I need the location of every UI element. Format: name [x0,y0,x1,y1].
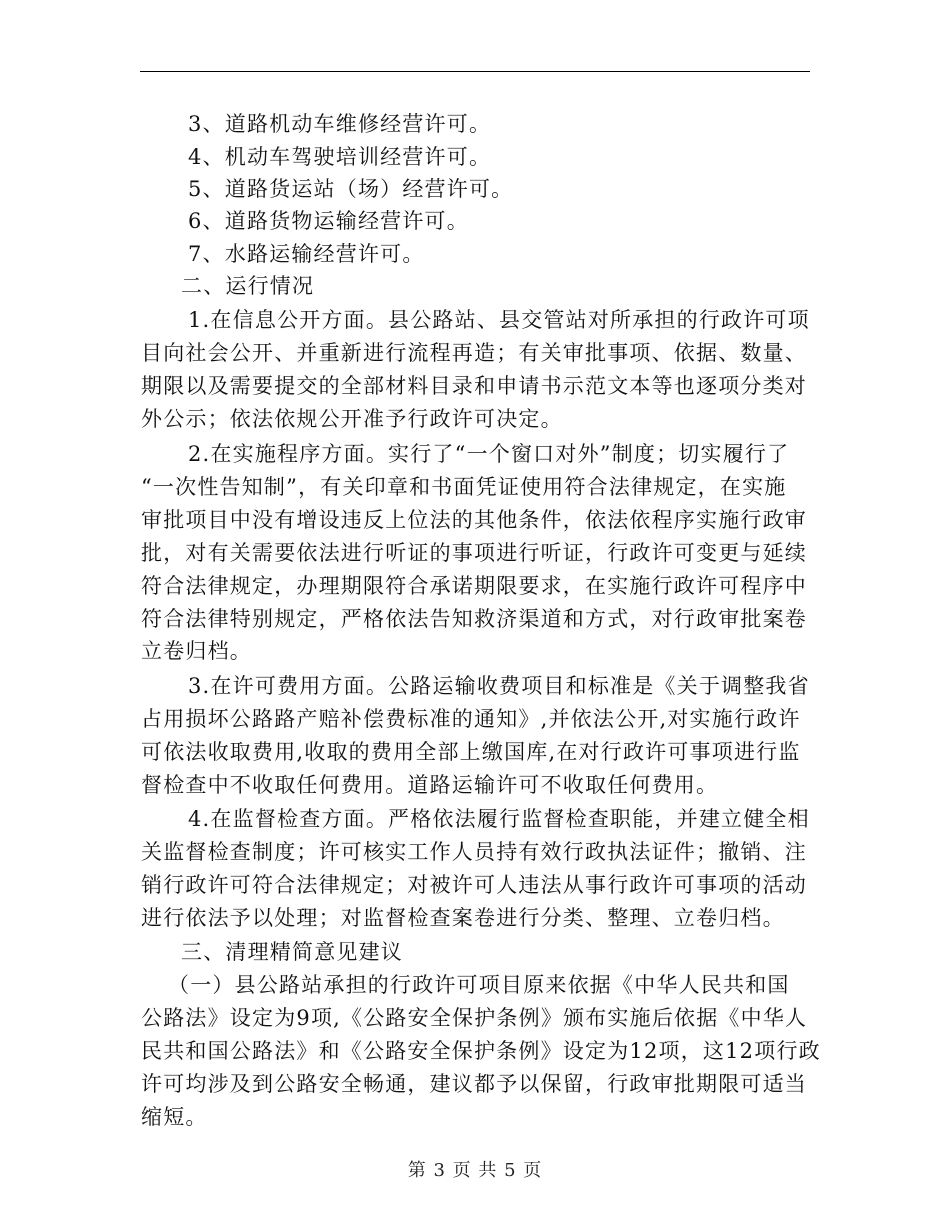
list-item-6: 6、道路货物运输经营许可。 [188,209,469,233]
paragraph-line: 关监督检查制度；许可核实工作人员持有效行政执法证件；撤销、注 [141,840,807,864]
paragraph-line: 期限以及需要提交的全部材料目录和申请书示范文本等也逐项分类对 [141,374,807,398]
section-heading-3: 三、清理精简意见建议 [181,940,403,964]
paragraph-line: 进行依法予以处理；对监督检查案卷进行分类、整理、立卷归档。 [141,906,785,930]
paragraph-line: 1.在信息公开方面。县公路站、县交管站对所承担的行政许可项 [188,308,810,332]
paragraph-line: 目向社会公开、并重新进行流程再造；有关审批事项、依据、数量、 [141,341,807,365]
list-item-7: 7、水路运输经营许可。 [188,242,425,266]
paragraph-line: 许可均涉及到公路安全畅通，建议都予以保留，行政审批期限可适当 [141,1072,807,1096]
paragraph-line: 销行政许可符合法律规定；对被许可人违法从事行政许可事项的活动 [141,873,807,897]
paragraph-line: （一）县公路站承担的行政许可项目原来依据《中华人民共和国 [168,973,790,997]
paragraph-line: 审批项目中没有增设违反上位法的其他条件，依法依程序实施行政审 [141,508,807,532]
list-item-5: 5、道路货运站（场）经营许可。 [188,177,514,201]
header-rule [140,71,810,72]
section-heading-2: 二、运行情况 [181,274,315,298]
list-item-4: 4、机动车驾驶培训经营许可。 [188,145,492,169]
paragraph-line: 2.在实施程序方面。实行了“一个窗口对外”制度；切实履行了 [188,442,790,466]
paragraph-line: 民共和国公路法》和《公路安全保护条例》设定为12项，这12项行政 [141,1039,821,1063]
paragraph-line: 符合法律规定，办理期限符合承诺期限要求，在实施行政许可程序中 [141,574,807,598]
paragraph-line: 立卷归档。 [141,639,252,663]
paragraph-line: 外公示；依法依规公开准予行政许可决定。 [141,407,563,431]
paragraph-line: 占用损坏公路路产赔补偿费标准的通知》,并依法公开,对实施行政许 [141,707,801,731]
paragraph-line: 符合法律特别规定，严格依法告知救济渠道和方式，对行政审批案卷 [141,607,807,631]
paragraph-line: 3.在许可费用方面。公路运输收费项目和标准是《关于调整我省 [188,674,810,698]
paragraph-line: 缩短。 [141,1105,208,1129]
list-item-3: 3、道路机动车维修经营许可。 [188,112,492,136]
paragraph-line: 督检查中不收取任何费用。道路运输许可不收取任何费用。 [141,773,719,797]
paragraph-line: 4.在监督检查方面。严格依法履行监督检查职能，并建立健全相 [188,807,810,831]
page-number: 第 3 页 共 5 页 [407,1160,543,1181]
paragraph-line: 批，对有关需要依法进行听证的事项进行听证，行政许可变更与延续 [141,541,807,565]
paragraph-line: 公路法》设定为9项,《公路安全保护条例》颁布实施后依据《中华人 [141,1006,808,1030]
paragraph-line: “一次性告知制”，有关印章和书面凭证使用符合法律规定，在实施 [141,475,787,499]
paragraph-line: 可依法收取费用,收取的费用全部上缴国库,在对行政许可事项进行监 [141,740,801,764]
